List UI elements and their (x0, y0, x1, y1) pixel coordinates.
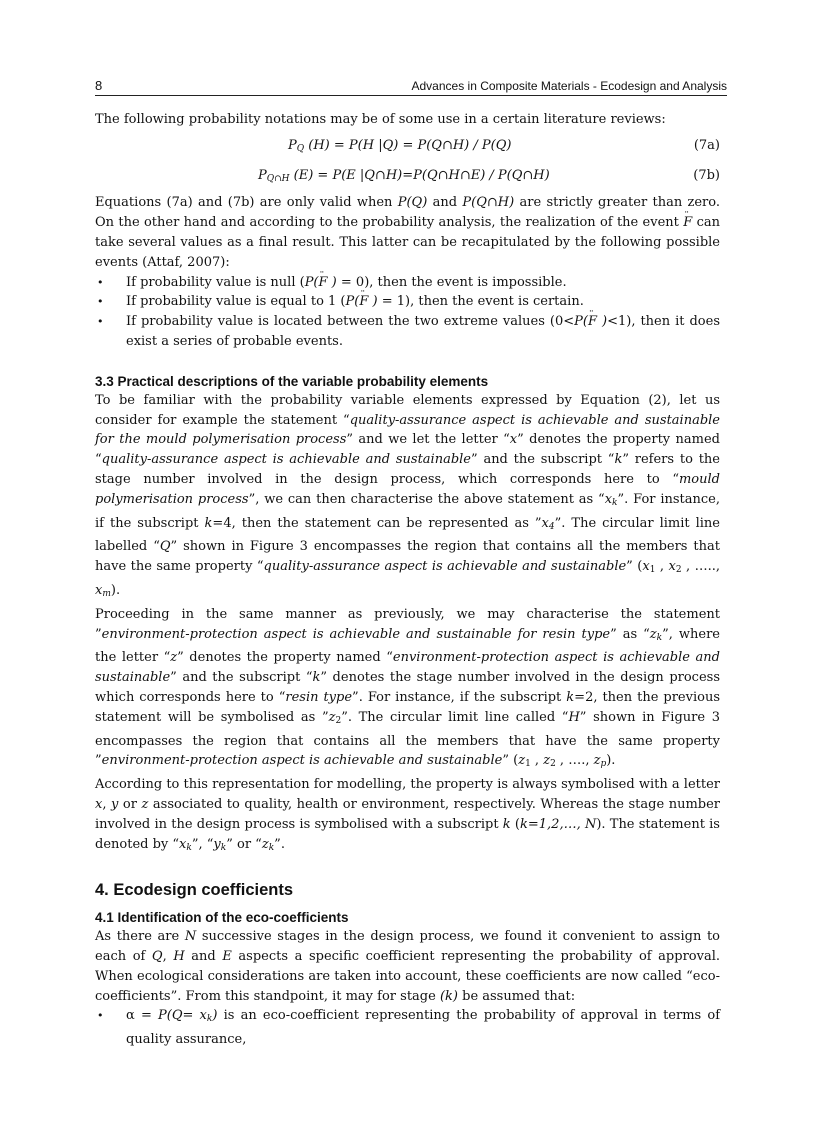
paragraph-validity: Equations (7a) and (7b) are only valid when P(Q) and P(Q∩H) are strictly greater than zero. On the other hand and according to the probability analysis, the realization of the event ·· F can take several values as a final result. This latter can be recapitulated by the following possible events (Attaf, 2007): (95, 193, 720, 272)
page-number: 8 (95, 78, 103, 93)
running-title: Advances in Composite Materials - Ecodesign and Analysis (411, 79, 727, 93)
list-item: • If probability value is equal to 1 (P(·· F ) = 1), then the event is certain. (95, 292, 720, 312)
running-header (95, 78, 727, 96)
list-item: • If probability value is null (P(·· F ) = 0), then the event is impossible. (95, 273, 720, 293)
equation-7b (95, 166, 720, 186)
event-list (95, 273, 720, 352)
equation-7a (95, 136, 720, 156)
page (95, 78, 727, 1050)
list-item: • $\alpha = P(Q= x_k)$ is an eco-coefficient representing the probability of approval in terms of quality assurance, (95, 1006, 720, 1050)
paragraph-eco-coefficients: As there are N successive stages in the design process, we found it convenient to assign to each of Q, H and E aspects a specific coefficient representing the probability of approval. When ecological considerations are taken into account, these coefficients are now called “eco-coefficients”. From this standpoint, it may for stage (k) be assumed that: (95, 929, 721, 1004)
equation-7a-text: $P_Q$ (H) = P(H |Q) = P(Q∩H) / P(Q) (288, 137, 512, 154)
paragraph-representation: According to this representation for modelling, the property is always symbolised with a letter x, y or z associated to quality, health or environment, respectively. Whereas the stage number involved in the design process is symbolised with a subscript k (k=1,2,…, N). The statement is denoted by “$x_k$”, “$y_k$” or “$z_k$”. (95, 777, 721, 853)
paragraph-quality-statement: To be familiar with the probability variable elements expressed by Equation (2), let us consider for example the statement “quality-assurance aspect is achievable and sustainable for the mould polymerisation process” and we let the letter “x” denotes the property named “quality-assurance aspect is achievable and sustainable” and the subscript “k” refers to the stage number involved in the design process, which corresponds here to “mould polymerisation process”, we can then characterise the above statement as “$x_k$”. For instance, if the subscript k=4, then the statement can be represented as $”x_4$”. The circular limit line labelled “Q” shown in Figure 3 encompasses the region that contains all the members that have the same property “quality-assurance aspect is achievable and sustainable” (x1 , x2 , ….., $x_m$). (95, 392, 720, 599)
page-body (95, 110, 720, 1050)
eco-coefficient-list (95, 1006, 720, 1050)
section-heading-3-3: 3.3 Practical descriptions of the variable probability elements (95, 373, 489, 389)
intro-paragraph: The following probability notations may be of some use in a certain literature reviews: (95, 112, 666, 127)
list-item: • If probability value is located between the two extreme values (0<P(·· F )<1), then it does exist a series of probable events. (95, 312, 720, 352)
equation-7a-number: (7a) (693, 137, 720, 153)
section-heading-4-1: 4.1 Identification of the eco-coefficients (95, 910, 349, 926)
equation-7b-number: (7b) (693, 167, 720, 183)
paragraph-environment-statement: Proceeding in the same manner as previously, we may characterise the statement ”environment-protection aspect is achievable and sustainable for resin type” as “$z_k$”, where the letter “z” denotes the property named “environment-protection aspect is achievable and sustainable” and the subscript “k” denotes the stage number involved in the design process which corresponds here to “resin type”. For instance, if the subscript k=2, then the previous statement will be symbolised as ”z2”. The circular limit line called “H” shown in Figure 3 encompasses the region that contains all the members that have the same property ”environment-protection aspect is achievable and sustainable” (z1 , z2 , …., $z_p$). (95, 606, 721, 770)
section-heading-4: 4. Ecodesign coefficients (95, 881, 294, 900)
equation-7b-text: $P_{Q\cap H}$ (E) = P(E |Q∩H)=P(Q∩H∩E) / P(Q∩H) (258, 167, 550, 184)
